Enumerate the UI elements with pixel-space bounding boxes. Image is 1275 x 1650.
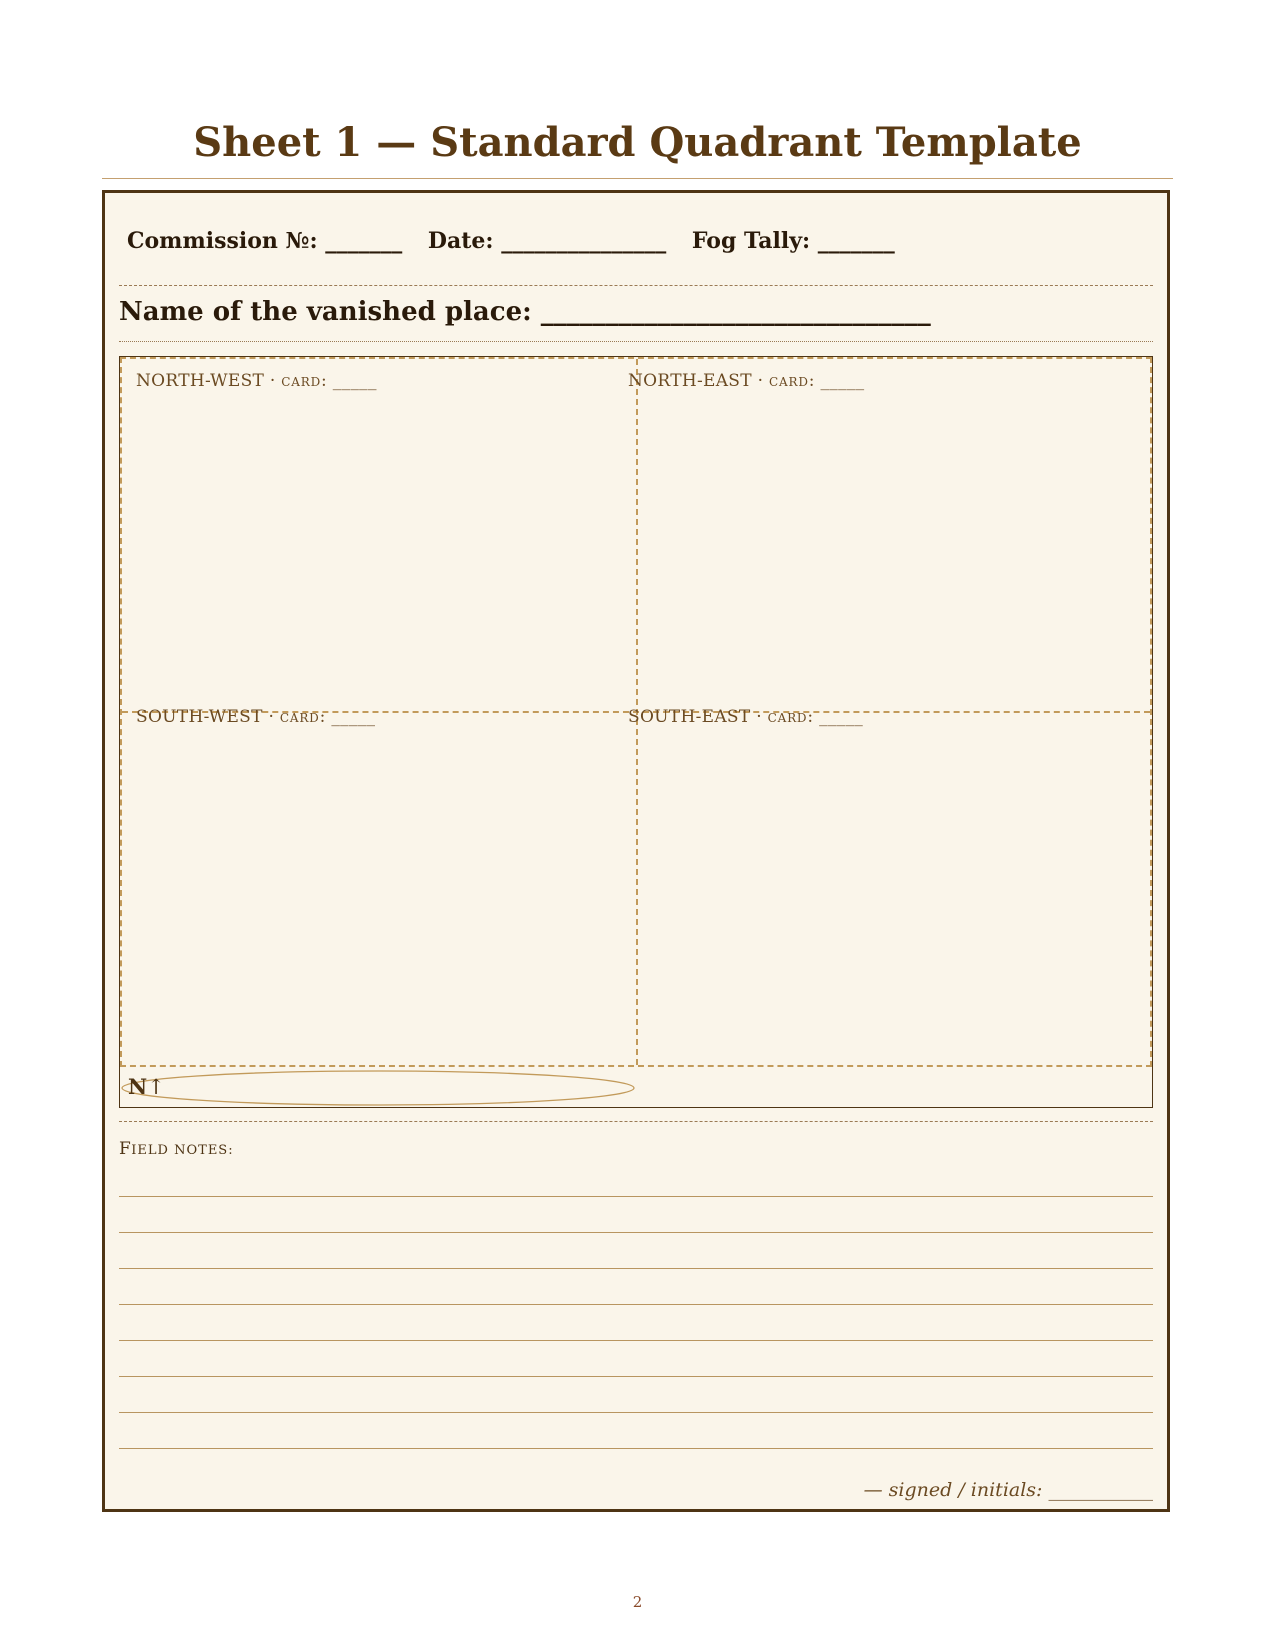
quadrant-name: SOUTH-EAST — [628, 707, 751, 727]
commission-field[interactable]: Commission №: _______ — [127, 228, 403, 254]
note-line[interactable] — [119, 1268, 1153, 1269]
quadrant-north-west[interactable]: NORTH-WEST · CARD: _____ — [136, 371, 377, 391]
card-label: CARD — [279, 711, 320, 725]
header-divider — [119, 285, 1153, 286]
card-label: CARD — [767, 711, 808, 725]
card-blank: : _____ — [319, 707, 376, 727]
note-line[interactable] — [119, 1304, 1153, 1305]
note-line[interactable] — [119, 1196, 1153, 1197]
place-name-field[interactable]: Name of the vanished place: ______________________________ — [119, 297, 931, 327]
quadrant-south-east[interactable]: SOUTH-EAST · CARD: _____ — [628, 707, 864, 727]
card-blank: : _____ — [321, 371, 377, 391]
signature-field[interactable]: — signed / initials: ___________ — [863, 1479, 1153, 1501]
date-field[interactable]: Date: _______________ — [427, 228, 667, 254]
header-fields — [127, 228, 895, 254]
card-blank: : _____ — [808, 371, 865, 391]
page-title: Sheet 1 — Standard Quadrant Template — [193, 119, 1082, 166]
quadrant-south-west[interactable]: SOUTH-WEST · CARD: _____ — [136, 707, 376, 727]
field-notes-label — [119, 1139, 234, 1159]
quadrant-frame — [119, 356, 1153, 1108]
fog-tally-field[interactable]: Fog Tally: _______ — [691, 228, 895, 254]
card-label: CARD — [281, 375, 322, 389]
quadrant-name: SOUTH-WEST — [136, 707, 263, 727]
notes-label-initial: F — [119, 1139, 132, 1159]
north-indicator — [128, 1074, 165, 1099]
note-line[interactable] — [119, 1448, 1153, 1449]
note-line[interactable] — [119, 1232, 1153, 1233]
north-arrow-icon: ↑ — [147, 1075, 165, 1099]
quadrant-name: NORTH-EAST — [628, 371, 752, 391]
card-blank: : _____ — [807, 707, 864, 727]
compass-strip — [120, 1069, 640, 1107]
quadrant-sheet — [102, 190, 1170, 1512]
quadrant-grid — [120, 357, 1152, 1067]
card-label: CARD — [769, 375, 809, 389]
quadrant-north-east[interactable]: NORTH-EAST · CARD: _____ — [628, 371, 865, 391]
note-line[interactable] — [119, 1340, 1153, 1341]
page-number: 2 — [632, 1593, 643, 1611]
place-divider — [119, 341, 1153, 342]
title-rule — [102, 178, 1173, 179]
quadrant-name: NORTH-WEST — [136, 371, 265, 391]
note-line[interactable] — [119, 1412, 1153, 1413]
notes-divider — [119, 1121, 1153, 1122]
note-line[interactable] — [119, 1376, 1153, 1377]
notes-label-rest: IELD NOTES: — [131, 1143, 234, 1158]
compass-ellipse — [120, 1069, 640, 1107]
north-letter: N — [128, 1074, 148, 1099]
